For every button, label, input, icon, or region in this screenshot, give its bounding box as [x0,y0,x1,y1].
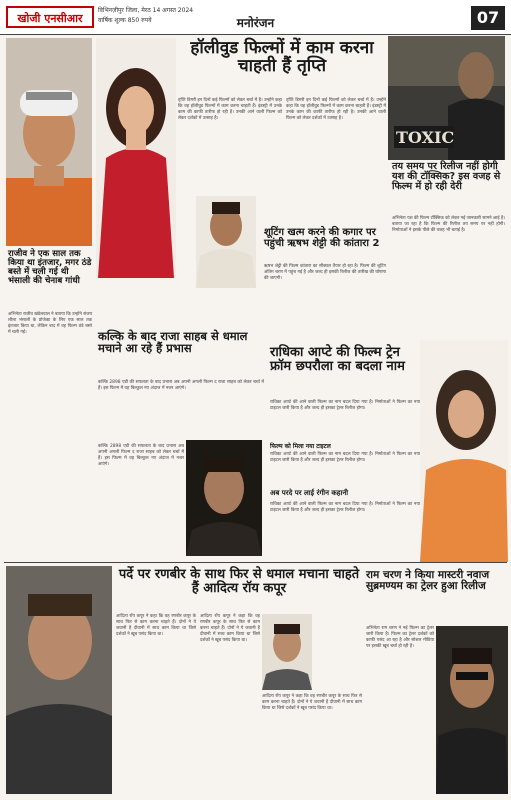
radhika-body-2: राधिका आप्टे की आने वाली फिल्म का नाम बदल दिया गया है। निर्माताओं ने फिल्म का नया टाइटल जारी किया है और जल्द ही इसका ट्रेलर रिलीज होगा। [270,452,420,463]
ranbir-photo [262,614,312,690]
subline: वार्षिक शुल्क 850 रुपये [98,17,152,24]
tripti-headline: हॉलीवुड फिल्मों में काम करना चाहती हैं तृप्ति [190,38,374,76]
prabhas-headline: कल्कि के बाद राजा साहब से धमाल मचाने आ रहे हैं प्रभास [98,329,248,356]
radhika-body: राधिका आप्टे की आने वाली फिल्म का नाम बदल दिया गया है। निर्माताओं ने फिल्म का नया टाइटल जारी किया है और जल्द ही इसका ट्रेलर रिलीज होगा। [270,400,420,411]
prabhas-photo [186,440,262,556]
aditya-body-col3: आदित्य रॉय कपूर ने कहा कि वह रणबीर कपूर के साथ फिर से काम करना चाहते हैं। दोनों ने ये जवानी है दीवानी में साथ काम किया था जिसे दर्शकों ने खूब पसंद किया था। [262,694,362,711]
aditya-headline: पर्दे पर रणबीर के साथ फिर से धमाल मचाना चाहते हैं आदित्य रॉय कपूर [118,567,360,596]
tripti-body-col2: तृप्ति डिमरी इन दिनों कई फिल्मों को लेकर चर्चा में है। उन्होंने कहा कि वह हॉलीवुड फिल्मों में काम करना चाहती हैं। इंडस्ट्री में उनके काम की काफी तारीफ हो रही है। उनकी आने वाली फिल्म को लेकर दर्शकों में उत्साह है। [286,98,386,121]
radhika-photo [420,340,508,562]
masthead-rule [0,34,511,35]
page-number: 07 [471,6,505,30]
yash-toxic-photo [388,36,505,160]
rishab-body: ऋषभ शेट्टी की फिल्म कांतारा का सीक्वल तैयार हो रहा है। फिल्म की शूटिंग अंतिम चरण में पहुंच गई है और जल्द ही इसकी रिलीज की तारीख की घोषणा की जाएगी। [264,264,386,281]
yash-body: अभिनेता यश की फिल्म टॉक्सिक को लेकर नई जानकारी सामने आई है। बताया जा रहा है कि फिल्म की रिलीज तय समय पर नहीं होगी। निर्माताओं ने इसके पीछे की वजह भी बताई है। [392,216,505,233]
section-title: मनोरंजन [236,16,275,30]
toxic-badge: TOXIC [396,128,455,147]
bottom-divider [4,562,507,563]
tripti-body-col1: तृप्ति डिमरी इन दिनों कई फिल्मों को लेकर चर्चा में है। उन्होंने कहा कि वह हॉलीवुड फिल्मों में काम करना चाहती हैं। इंडस्ट्री में उनके काम की काफी तारीफ हो रही है। उनकी आने वाली फिल्म को लेकर दर्शकों में उत्साह है। [178,98,282,121]
tripti-photo [96,38,176,278]
aditya-body-col1: आदित्य रॉय कपूर ने कहा कि वह रणबीर कपूर के साथ फिर से काम करना चाहते हैं। दोनों ने ये जवानी है दीवानी में साथ काम किया था जिसे दर्शकों ने खूब पसंद किया था। [116,614,196,637]
rajeev-photo [6,38,92,246]
aditya-body-col2: आदित्य रॉय कपूर ने कहा कि वह रणबीर कपूर के साथ फिर से काम करना चाहते हैं। दोनों ने ये जवानी है दीवानी में साथ काम किया था जिसे दर्शकों ने खूब पसंद किया था। [200,614,260,643]
prabhas-body-col2: कल्कि 2898 एडी की सफलता के बाद प्रभास अब अपनी अगली फिल्म द राजा साहब को लेकर चर्चा में हैं। इस फिल्म में वह बिल्कुल नए अंदाज में नजर आएंगे। [98,444,184,467]
radhika-body-3: राधिका आप्टे की आने वाली फिल्म का नाम बदल दिया गया है। निर्माताओं ने फिल्म का नया टाइटल जारी किया है और जल्द ही इसका ट्रेलर रिलीज होगा। [270,502,420,513]
ramcharan-headline: राम चरण ने किया मास्टरी नवाज सुब्रमण्यम का ट्रेलर हुआ रिलीज [366,569,490,593]
rajeev-body: अभिनेता राजीव खंडेलवाल ने बताया कि उन्होंने संजय लीला भंसाली के प्रोजेक्ट के लिए एक साल तक इंतजार किया था, लेकिन बाद में वह फिल्म ठंडे बस्ते में चली गई। [8,312,92,335]
ramcharan-photo [436,626,508,794]
brand-logo: खोजी एनसीआर [6,6,94,28]
rishab-headline: शूटिंग खत्म करने की कगार पर पहुंची ऋषभ शेट्टी की कांतारा 2 [264,227,380,249]
radhika-headline: राधिका आप्टे की फिल्म ट्रेन फ्रॉम छपरौला का बदला नाम [270,345,405,374]
rishab-photo [196,196,256,288]
radhika-subhead-2: अब परदे पर लाई रंगीन कहानी [270,489,349,497]
prabhas-body: कल्कि 2898 एडी की सफलता के बाद प्रभास अब अपनी अगली फिल्म द राजा साहब को लेकर चर्चा में हैं। इस फिल्म में वह बिल्कुल नए अंदाज में नजर आएंगे। [98,380,264,391]
aditya-photo [6,566,112,794]
radhika-subhead-1: फिल्म को मिला नया टाइटल [270,443,331,450]
ramcharan-body: अभिनेता राम चरण ने नई फिल्म का ट्रेलर जारी किया है। फिल्म का ट्रेलर दर्शकों को काफी पसंद आ रहा है और सोशल मीडिया पर इसकी खूब चर्चा हो रही है। [366,626,434,649]
yash-headline: तय समय पर रिलीज नहीं होगी यश की टॉक्सिक? इस वजह से फिल्म में हो रही देरी [392,161,501,193]
dateline: विभिनज़ीपुर जिला, मेरठ 14 अगस्त 2024 [98,7,194,14]
rajeev-headline: राजीव ने एक साल तक किया था इंतजार, मगर ठंडे बस्ते में चली गई थी भंसाली की चेनाब गांधी [8,249,92,287]
